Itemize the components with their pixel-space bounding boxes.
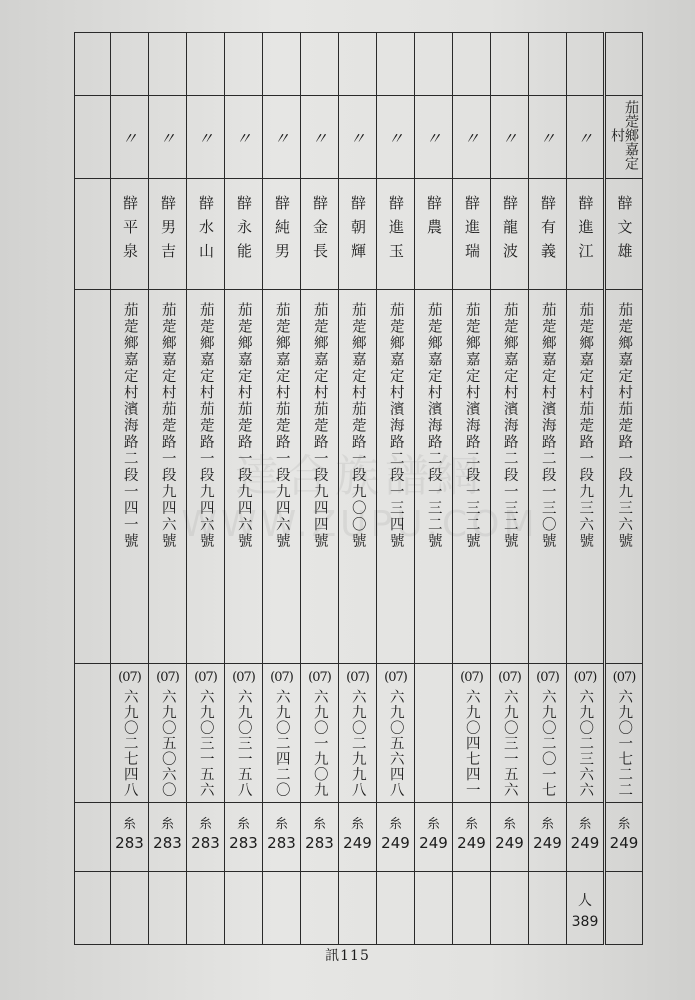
address-cell bbox=[111, 290, 149, 664]
address-text: 茄萣鄉嘉定村濱海路二段一四一號 bbox=[121, 302, 138, 550]
name-cell bbox=[225, 179, 263, 290]
phone-number: 六九〇四七四一 bbox=[463, 689, 480, 798]
code-cell bbox=[491, 802, 529, 871]
count-number: 389 bbox=[571, 913, 599, 930]
code-number: 249 bbox=[419, 833, 448, 852]
row-top bbox=[75, 33, 643, 96]
ditto-mark-cell bbox=[491, 96, 529, 179]
phone-number: 六九〇五六四八 bbox=[387, 689, 404, 798]
ditto-mark-cell bbox=[149, 96, 187, 179]
code-number: 283 bbox=[267, 833, 296, 852]
person-name: 辥平泉 bbox=[121, 195, 139, 267]
ditto-mark: 〃 bbox=[273, 128, 290, 148]
ditto-mark-cell bbox=[339, 96, 377, 179]
phone-number: 六九〇五〇六〇 bbox=[159, 689, 176, 798]
name-cell bbox=[301, 179, 339, 290]
address-cell bbox=[567, 290, 605, 664]
genealogy-register-table bbox=[74, 32, 643, 945]
blank-cell bbox=[187, 33, 225, 96]
phone-cell bbox=[453, 664, 491, 803]
ditto-mark: 〃 bbox=[159, 128, 176, 148]
phone-cell bbox=[529, 664, 567, 803]
count-cell bbox=[149, 871, 187, 944]
address-cell bbox=[491, 290, 529, 664]
address-cell bbox=[605, 290, 643, 664]
ditto-mark: 〃 bbox=[539, 128, 556, 148]
address-cell bbox=[225, 290, 263, 664]
code-number: 249 bbox=[533, 833, 562, 852]
page-number: 訊115 bbox=[325, 948, 370, 964]
phone-number: 六九〇二七四八 bbox=[121, 689, 138, 798]
phone-cell bbox=[605, 664, 643, 803]
row-code bbox=[75, 802, 643, 871]
count-cell bbox=[377, 871, 415, 944]
blank-cell bbox=[567, 33, 605, 96]
address-cell bbox=[187, 290, 225, 664]
address-cell bbox=[453, 290, 491, 664]
ditto-mark: 〃 bbox=[349, 128, 366, 148]
phone-number: 六九〇三一五六 bbox=[501, 689, 518, 798]
row-phone bbox=[75, 664, 643, 803]
code-cell bbox=[111, 802, 149, 871]
phone-number: 六九〇一七二二 bbox=[616, 689, 633, 798]
address-cell bbox=[529, 290, 567, 664]
phone-area-code: (07) bbox=[346, 670, 369, 685]
blank-cell bbox=[111, 33, 149, 96]
row-address bbox=[75, 290, 643, 664]
ditto-mark-cell bbox=[225, 96, 263, 179]
code-label: 糸 bbox=[350, 816, 364, 832]
phone-number: 六九〇三一五六 bbox=[197, 689, 214, 798]
count-cell bbox=[491, 871, 529, 944]
ditto-mark: 〃 bbox=[235, 128, 252, 148]
code-label: 糸 bbox=[236, 816, 250, 832]
count-cell bbox=[605, 871, 643, 944]
code-label: 糸 bbox=[388, 816, 402, 832]
phone-number: 六九〇二三六六 bbox=[577, 689, 594, 798]
count-cell bbox=[415, 871, 453, 944]
person-name: 辥文雄 bbox=[615, 195, 634, 267]
phone-area-code: (07) bbox=[194, 670, 217, 685]
count-cell bbox=[529, 871, 567, 944]
person-name: 辥水山 bbox=[197, 195, 215, 267]
name-cell bbox=[529, 179, 567, 290]
address-text: 茄萣鄉嘉定村茄萣路一段九四六號 bbox=[159, 302, 176, 550]
code-label: 糸 bbox=[198, 816, 212, 832]
name-cell bbox=[567, 179, 605, 290]
person-name: 辥朝輝 bbox=[349, 195, 367, 267]
phone-number: 六九〇二九九八 bbox=[349, 689, 366, 798]
address-text: 茄萣鄉嘉定村濱海路二段一三二號 bbox=[501, 302, 518, 550]
ditto-mark: 〃 bbox=[197, 128, 214, 148]
phone-number: 六九〇一九〇九 bbox=[311, 689, 328, 798]
address-text: 茄萣鄉嘉定村茄萣路一段九四六號 bbox=[235, 302, 252, 550]
address-cell bbox=[149, 290, 187, 664]
ditto-mark-cell bbox=[301, 96, 339, 179]
phone-area-code: (07) bbox=[536, 670, 559, 685]
ditto-mark-cell bbox=[111, 96, 149, 179]
blank-cell bbox=[263, 33, 301, 96]
code-cell bbox=[339, 802, 377, 871]
blank-cell bbox=[529, 33, 567, 96]
phone-area-code: (07) bbox=[308, 670, 331, 685]
code-cell bbox=[377, 802, 415, 871]
address-cell bbox=[339, 290, 377, 664]
blank-cell bbox=[415, 33, 453, 96]
count-cell bbox=[301, 871, 339, 944]
person-name: 辥金長 bbox=[311, 195, 329, 267]
person-name: 辥純男 bbox=[273, 195, 291, 267]
village-name: 茄萣鄉嘉定村 bbox=[609, 100, 639, 170]
name-cell bbox=[491, 179, 529, 290]
blank-cell bbox=[149, 33, 187, 96]
code-number: 283 bbox=[229, 833, 258, 852]
empty-cell bbox=[75, 871, 111, 944]
ditto-mark: 〃 bbox=[501, 128, 518, 148]
person-name: 辥有義 bbox=[539, 195, 557, 267]
count-cell bbox=[225, 871, 263, 944]
code-label: 糸 bbox=[617, 816, 631, 832]
code-label: 糸 bbox=[426, 816, 440, 832]
ditto-mark-cell bbox=[377, 96, 415, 179]
code-number: 283 bbox=[153, 833, 182, 852]
name-cell bbox=[415, 179, 453, 290]
row-name bbox=[75, 179, 643, 290]
ditto-mark-cell bbox=[415, 96, 453, 179]
person-name: 辥永能 bbox=[235, 195, 253, 267]
ditto-mark-cell bbox=[567, 96, 605, 179]
empty-cell bbox=[75, 290, 111, 664]
phone-cell bbox=[339, 664, 377, 803]
blank-cell bbox=[605, 33, 643, 96]
address-cell bbox=[415, 290, 453, 664]
ditto-mark-cell bbox=[453, 96, 491, 179]
ditto-mark: 〃 bbox=[463, 128, 480, 148]
count-cell bbox=[453, 871, 491, 944]
phone-cell bbox=[149, 664, 187, 803]
address-text: 茄萣鄉嘉定村濱海路二段一三〇號 bbox=[539, 302, 556, 550]
code-cell bbox=[453, 802, 491, 871]
empty-cell bbox=[75, 664, 111, 803]
code-label: 糸 bbox=[312, 816, 326, 832]
address-text: 茄萣鄉嘉定村茄萣路一段九四四號 bbox=[311, 302, 328, 550]
name-cell bbox=[377, 179, 415, 290]
code-cell bbox=[187, 802, 225, 871]
phone-cell bbox=[377, 664, 415, 803]
empty-cell bbox=[75, 33, 111, 96]
phone-cell bbox=[225, 664, 263, 803]
empty-cell bbox=[75, 802, 111, 871]
count-cell bbox=[111, 871, 149, 944]
phone-cell bbox=[415, 664, 453, 803]
phone-area-code: (07) bbox=[573, 670, 597, 685]
ditto-mark-cell bbox=[529, 96, 567, 179]
code-cell bbox=[415, 802, 453, 871]
phone-area-code: (07) bbox=[384, 670, 407, 685]
person-name: 辥進玉 bbox=[387, 195, 405, 267]
code-number: 283 bbox=[305, 833, 334, 852]
address-text: 茄萣鄉嘉定村濱海路二段一三四號 bbox=[387, 302, 404, 550]
count-cell bbox=[567, 871, 605, 944]
phone-area-code: (07) bbox=[612, 670, 636, 685]
code-number: 249 bbox=[570, 833, 600, 852]
code-cell bbox=[567, 802, 605, 871]
address-text: 茄萣鄉嘉定村濱海路二段一三二號 bbox=[425, 302, 442, 550]
ditto-mark: 〃 bbox=[311, 128, 328, 148]
ditto-mark: 〃 bbox=[576, 128, 593, 148]
watermark-line1: 達合族譜網 bbox=[235, 451, 485, 502]
phone-cell bbox=[491, 664, 529, 803]
name-cell bbox=[149, 179, 187, 290]
person-name: 辥龍波 bbox=[501, 195, 519, 267]
code-cell bbox=[225, 802, 263, 871]
code-cell bbox=[605, 802, 643, 871]
address-cell bbox=[301, 290, 339, 664]
blank-cell bbox=[491, 33, 529, 96]
code-number: 283 bbox=[191, 833, 220, 852]
ditto-mark: 〃 bbox=[425, 128, 442, 148]
address-cell bbox=[377, 290, 415, 664]
code-label: 糸 bbox=[578, 816, 592, 832]
address-text: 茄萣鄉嘉定村茄萣路一段九三六號 bbox=[616, 302, 633, 550]
person-name: 辥農 bbox=[425, 195, 443, 243]
ditto-mark-cell bbox=[263, 96, 301, 179]
code-number: 249 bbox=[609, 833, 639, 852]
address-text: 茄萣鄉嘉定村茄萣路一段九〇〇號 bbox=[349, 302, 366, 550]
blank-cell bbox=[453, 33, 491, 96]
phone-area-code: (07) bbox=[118, 670, 141, 685]
code-label: 糸 bbox=[502, 816, 516, 832]
person-name: 辥男吉 bbox=[159, 195, 177, 267]
code-cell bbox=[301, 802, 339, 871]
blank-cell bbox=[377, 33, 415, 96]
phone-area-code: (07) bbox=[232, 670, 255, 685]
code-cell bbox=[529, 802, 567, 871]
code-label: 糸 bbox=[122, 816, 136, 832]
address-text: 茄萣鄉嘉定村茄萣路一段九四六號 bbox=[273, 302, 290, 550]
phone-cell bbox=[567, 664, 605, 803]
address-text: 茄萣鄉嘉定村茄萣路一段九四六號 bbox=[197, 302, 214, 550]
name-cell bbox=[187, 179, 225, 290]
code-label: 糸 bbox=[464, 816, 478, 832]
empty-cell bbox=[75, 96, 111, 179]
phone-cell bbox=[263, 664, 301, 803]
phone-number: 六九〇二四二〇 bbox=[273, 689, 290, 798]
name-cell bbox=[605, 179, 643, 290]
code-label: 糸 bbox=[540, 816, 554, 832]
blank-cell bbox=[301, 33, 339, 96]
code-cell bbox=[263, 802, 301, 871]
name-cell bbox=[453, 179, 491, 290]
phone-cell bbox=[187, 664, 225, 803]
phone-number: 六九〇二〇一七 bbox=[539, 689, 556, 798]
count-label: 人 bbox=[578, 892, 592, 909]
address-text: 茄萣鄉嘉定村茄萣路一段九三六號 bbox=[577, 302, 594, 550]
phone-area-code: (07) bbox=[270, 670, 293, 685]
phone-area-code: (07) bbox=[498, 670, 521, 685]
phone-area-code: (07) bbox=[156, 670, 179, 685]
code-number: 249 bbox=[495, 833, 524, 852]
name-cell bbox=[339, 179, 377, 290]
code-number: 283 bbox=[115, 833, 144, 852]
person-name: 辥進瑞 bbox=[463, 195, 481, 267]
ditto-mark-cell bbox=[187, 96, 225, 179]
blank-cell bbox=[225, 33, 263, 96]
person-name: 辥進江 bbox=[576, 195, 595, 267]
count-cell bbox=[187, 871, 225, 944]
row-count bbox=[75, 871, 643, 944]
phone-cell bbox=[111, 664, 149, 803]
village-cell bbox=[605, 96, 643, 179]
code-cell bbox=[149, 802, 187, 871]
phone-area-code: (07) bbox=[460, 670, 483, 685]
row-village bbox=[75, 96, 643, 179]
count-cell bbox=[339, 871, 377, 944]
address-text: 茄萣鄉嘉定村濱海路二段一三二號 bbox=[463, 302, 480, 550]
phone-cell bbox=[301, 664, 339, 803]
code-label: 糸 bbox=[274, 816, 288, 832]
code-number: 249 bbox=[343, 833, 372, 852]
address-cell bbox=[263, 290, 301, 664]
code-label: 糸 bbox=[160, 816, 174, 832]
code-number: 249 bbox=[457, 833, 486, 852]
watermark-line2: WWW.ZUPU.COM bbox=[181, 504, 539, 545]
name-cell bbox=[263, 179, 301, 290]
blank-cell bbox=[339, 33, 377, 96]
phone-number: 六九〇三一五八 bbox=[235, 689, 252, 798]
count-cell bbox=[263, 871, 301, 944]
ditto-mark: 〃 bbox=[387, 128, 404, 148]
empty-cell bbox=[75, 179, 111, 290]
ditto-mark: 〃 bbox=[121, 128, 138, 148]
code-number: 249 bbox=[381, 833, 410, 852]
name-cell bbox=[111, 179, 149, 290]
